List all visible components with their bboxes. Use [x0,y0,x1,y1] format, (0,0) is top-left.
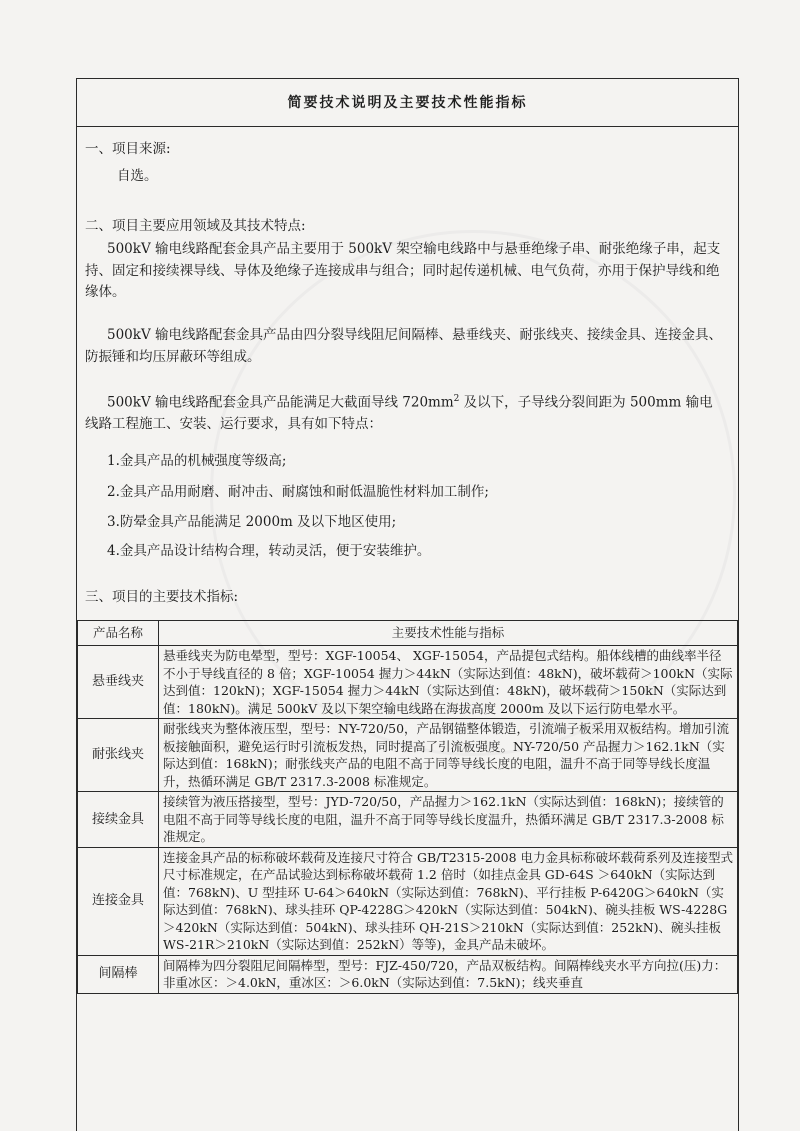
row-name: 连接金具 [78,847,159,955]
table-row [78,792,738,848]
table-row [78,719,738,792]
row-text: 悬垂线夹为防电晕型，型号：XGF-10054、 XGF-15054，产品提包式结构。船体线槽的曲线率半径不小于导线直径的 8 倍；XGF-10054 握力＞44kN（实际达到值：48kN)，破坏载荷＞100kN（实际达到值：120kN)；XGF-15054 握力＞44kN（实际达到值：48kN)，破坏载荷＞150kN（实际达到值：180kN)。满足 500kV 及以下架空输电线路在海拔高度 2000m 及以下运行防电晕水平。 [159,646,738,719]
feature-item-1: 1.金具产品的机械强度等级高; [107,453,287,469]
superscript-2: 2 [453,394,460,404]
feature-item-2: 2.金具产品用耐磨、耐冲击、耐腐蚀和耐低温脆性材料加工制作; [107,484,489,500]
feature-item-4: 4.金具产品设计结构合理，转动灵活，便于安装维护。 [107,543,431,559]
section2-heading: 二、项目主要应用领域及其技术特点: [85,218,306,234]
paragraph-3-part-2: 及以下，子导线分裂间距为 500mm 输电线路工程施工、安装、运行要求，具有如下特点： [85,394,713,432]
table-row [78,847,738,955]
section2-paragraph-1: 500kV 输电线路配套金具产品主要用于 500kV 架空输电线路中与悬垂绝缘子串、耐张绝缘子串，起支持、固定和接续裸导线、导体及绝缘子连接成串与组合；同时起传递机械、电气负荷，亦用于保护导线和绝缘体。 [85,241,721,300]
table-header-row [78,621,738,646]
row-name: 悬垂线夹 [78,646,159,719]
spec-table [77,620,738,994]
table-row [78,646,738,719]
section1-heading: 一、项目来源: [85,141,171,157]
document-frame [76,78,739,1131]
section2-paragraph-3 [85,389,725,436]
header-spec: 主要技术性能与指标 [159,621,738,646]
paragraph-3-part-1: 500kV 输电线路配套金具产品能满足大截面导线 720mm [107,394,454,411]
row-text: 接续管为液压搭接型，型号：JYD-720/50，产品握力＞162.1kN（实际达到值：168kN)；接续管的电阻不高于同等导线长度的电阻，温升不高于同等导线长度温升，热循环满足 GB/T 2317.3-2008 标准规定。 [159,792,738,848]
feature-item-3: 3.防晕金具产品能满足 2000m 及以下地区使用; [107,514,397,530]
section1-body: 自选。 [117,168,158,184]
row-name: 耐张线夹 [78,719,159,792]
section2-paragraph-2: 500kV 输电线路配套金具产品由四分裂导线阻尼间隔棒、悬垂线夹、耐张线夹、接续金具、连接金具、防振锤和均压屏蔽环等组成。 [85,327,722,365]
section3-heading: 三、项目的主要技术指标: [85,589,239,605]
row-name: 接续金具 [78,792,159,848]
row-text: 连接金具产品的标称破坏载荷及连接尺寸符合 GB/T2315-2008 电力金具标称破坏载荷系列及连接型式尺寸标准规定，在产品试验达到标称破坏载荷 1.2 倍时（如挂点金具 GD-64S ＞640kN（实际达到值：768kN)、U 型挂环 U-64＞640kN（实际达到值：768kN)、平行挂板 P-6420G＞640kN（实际达到值：768kN)、球头挂环 QP-4228G＞420kN（实际达到值：504kN)、碗头挂板 WS-4228G＞420kN（实际达到值：504kN)、球头挂环 QH-21S＞210kN（实际达到值：252kN)、碗头挂板 WS-21R＞210kN（实际达到值：252kN）等等)，金具产品未破坏。 [159,847,738,955]
row-text: 耐张线夹为整体液压型，型号：NY-720/50，产品钢锚整体锻造，引流端子板采用双板结构。增加引流板接触面积，避免运行时引流板发热，同时提高了引流板强度。NY-720/50 产品握力＞162.1kN（实际达到值：168kN)；耐张线夹产品的电阻不高于同等导线长度的电阻，温升不高于同等导线长度温升，热循环满足 GB/T 2317.3-2008 标准规定。 [159,719,738,792]
page-title: 简要技术说明及主要技术性能指标 [77,79,738,127]
row-name: 间隔棒 [78,955,159,993]
table-row [78,955,738,993]
header-product-name: 产品名称 [78,621,159,646]
row-text: 间隔棒为四分裂阻尼间隔棒型，型号：FJZ-450/720，产品双板结构。间隔棒线夹水平方向拉(压)力：非重冰区：＞4.0kN，重冰区：＞6.0kN（实际达到值：7.5kN)；线夹垂直 [159,955,738,993]
